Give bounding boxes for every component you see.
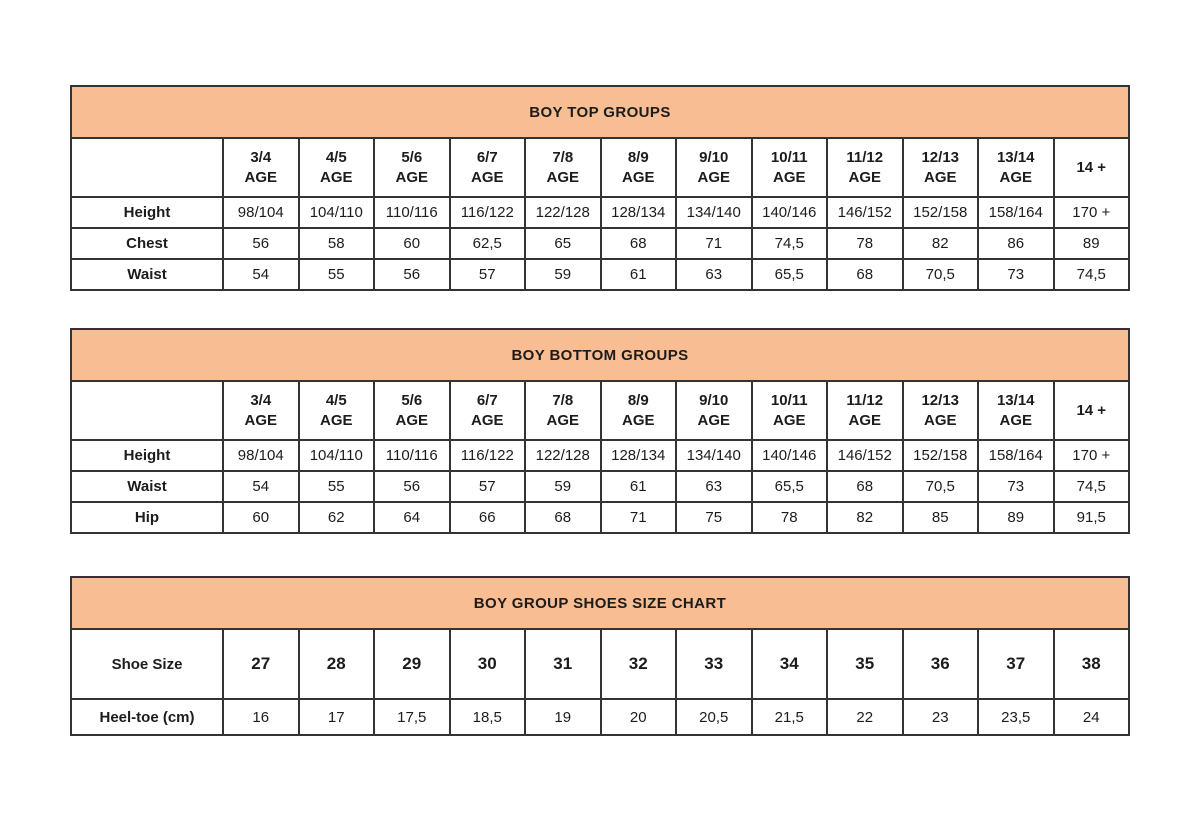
age-column-sublabel: AGE bbox=[546, 168, 579, 186]
boy-top-groups-table bbox=[70, 85, 1130, 291]
age-column-header bbox=[903, 138, 979, 197]
age-column-header bbox=[601, 138, 677, 197]
age-column-label: 13/14 bbox=[996, 392, 1035, 409]
data-cell: 146/152 bbox=[827, 197, 903, 228]
age-column-header bbox=[450, 138, 526, 197]
age-column-label: 5/6 bbox=[401, 392, 423, 409]
data-cell: 68 bbox=[827, 471, 903, 502]
age-column-sublabel: AGE bbox=[319, 168, 353, 186]
data-cell: 60 bbox=[374, 228, 450, 259]
age-column-header bbox=[1054, 138, 1130, 197]
age-column-sublabel: AGE bbox=[923, 411, 957, 429]
age-column-label: 3/4 bbox=[250, 392, 272, 409]
data-cell: 74,5 bbox=[1054, 259, 1130, 290]
age-column-sublabel: AGE bbox=[621, 168, 655, 186]
row-label: Shoe Size bbox=[71, 629, 223, 699]
age-column-label: 14 + bbox=[1076, 158, 1107, 176]
data-cell: 140/146 bbox=[752, 197, 828, 228]
age-column-sublabel: AGE bbox=[546, 411, 579, 429]
data-cell: 116/122 bbox=[450, 197, 526, 228]
age-column-header bbox=[1054, 381, 1130, 440]
data-cell: 30 bbox=[450, 629, 526, 699]
corner-cell bbox=[71, 138, 223, 197]
data-cell: 134/140 bbox=[676, 440, 752, 471]
data-cell: 146/152 bbox=[827, 440, 903, 471]
table-title: BOY GROUP SHOES SIZE CHART bbox=[71, 577, 1129, 629]
age-column-header bbox=[978, 138, 1054, 197]
data-cell: 56 bbox=[374, 471, 450, 502]
data-cell: 62 bbox=[299, 502, 375, 533]
row-label: Waist bbox=[71, 471, 223, 502]
data-cell: 34 bbox=[752, 629, 828, 699]
age-column-label: 5/6 bbox=[401, 149, 423, 166]
data-cell: 23 bbox=[903, 699, 979, 735]
data-cell: 31 bbox=[525, 629, 601, 699]
data-cell: 38 bbox=[1054, 629, 1130, 699]
data-cell: 152/158 bbox=[903, 440, 979, 471]
age-column-label: 13/14 bbox=[996, 149, 1035, 166]
age-column-sublabel: AGE bbox=[697, 168, 730, 186]
data-cell: 65,5 bbox=[752, 259, 828, 290]
age-column-header bbox=[676, 138, 752, 197]
data-cell: 110/116 bbox=[374, 197, 450, 228]
data-cell: 59 bbox=[525, 259, 601, 290]
age-column-header bbox=[299, 381, 375, 440]
data-cell: 158/164 bbox=[978, 440, 1054, 471]
data-cell: 28 bbox=[299, 629, 375, 699]
table-title: BOY TOP GROUPS bbox=[71, 86, 1129, 138]
age-column-sublabel: AGE bbox=[697, 411, 730, 429]
age-column-label: 6/7 bbox=[476, 392, 498, 409]
data-cell: 110/116 bbox=[374, 440, 450, 471]
data-cell: 89 bbox=[1054, 228, 1130, 259]
row-label: Heel-toe (cm) bbox=[71, 699, 223, 735]
data-cell: 82 bbox=[903, 228, 979, 259]
data-cell: 55 bbox=[299, 471, 375, 502]
data-cell: 152/158 bbox=[903, 197, 979, 228]
age-column-header bbox=[903, 381, 979, 440]
age-column-sublabel: AGE bbox=[244, 168, 277, 186]
data-cell: 37 bbox=[978, 629, 1054, 699]
age-column-label: 9/10 bbox=[699, 392, 729, 409]
row-label: Hip bbox=[71, 502, 223, 533]
data-cell: 74,5 bbox=[1054, 471, 1130, 502]
row-label: Chest bbox=[71, 228, 223, 259]
data-cell: 74,5 bbox=[752, 228, 828, 259]
age-column-label: 9/10 bbox=[699, 149, 729, 166]
data-cell: 18,5 bbox=[450, 699, 526, 735]
data-cell: 78 bbox=[827, 228, 903, 259]
data-cell: 57 bbox=[450, 259, 526, 290]
data-cell: 78 bbox=[752, 502, 828, 533]
age-column-label: 7/8 bbox=[552, 149, 574, 166]
data-cell: 122/128 bbox=[525, 197, 601, 228]
age-column-header bbox=[827, 381, 903, 440]
age-column-header bbox=[601, 381, 677, 440]
data-cell: 29 bbox=[374, 629, 450, 699]
row-label: Height bbox=[71, 440, 223, 471]
data-cell: 116/122 bbox=[450, 440, 526, 471]
age-column-label: 8/9 bbox=[627, 149, 649, 166]
age-column-sublabel: AGE bbox=[621, 411, 655, 429]
data-cell: 98/104 bbox=[223, 440, 299, 471]
age-column-header bbox=[299, 138, 375, 197]
data-cell: 89 bbox=[978, 502, 1054, 533]
data-cell: 104/110 bbox=[299, 197, 375, 228]
data-cell: 54 bbox=[223, 471, 299, 502]
data-cell: 36 bbox=[903, 629, 979, 699]
age-column-label: 6/7 bbox=[476, 149, 498, 166]
data-cell: 75 bbox=[676, 502, 752, 533]
boy-bottom-groups-table bbox=[70, 328, 1130, 534]
age-column-label: 10/11 bbox=[770, 149, 808, 166]
data-cell: 61 bbox=[601, 471, 677, 502]
data-cell: 22 bbox=[827, 699, 903, 735]
data-cell: 17 bbox=[299, 699, 375, 735]
data-cell: 73 bbox=[978, 471, 1054, 502]
row-label: Waist bbox=[71, 259, 223, 290]
age-column-header bbox=[374, 138, 450, 197]
age-column-header bbox=[223, 381, 299, 440]
age-column-label: 4/5 bbox=[325, 149, 347, 166]
data-cell: 68 bbox=[827, 259, 903, 290]
data-cell: 56 bbox=[374, 259, 450, 290]
data-cell: 65,5 bbox=[752, 471, 828, 502]
data-cell: 98/104 bbox=[223, 197, 299, 228]
age-column-label: 3/4 bbox=[250, 149, 272, 166]
age-column-label: 12/13 bbox=[921, 392, 960, 409]
age-column-sublabel: AGE bbox=[923, 168, 957, 186]
age-column-header bbox=[978, 381, 1054, 440]
age-column-label: 10/11 bbox=[770, 392, 808, 409]
age-column-sublabel: AGE bbox=[772, 168, 806, 186]
age-column-sublabel: AGE bbox=[848, 411, 881, 429]
age-column-sublabel: AGE bbox=[470, 411, 504, 429]
data-cell: 21,5 bbox=[752, 699, 828, 735]
age-column-label: 7/8 bbox=[552, 392, 574, 409]
data-cell: 27 bbox=[223, 629, 299, 699]
table-title: BOY BOTTOM GROUPS bbox=[71, 329, 1129, 381]
data-cell: 24 bbox=[1054, 699, 1130, 735]
data-cell: 140/146 bbox=[752, 440, 828, 471]
age-column-sublabel: AGE bbox=[999, 411, 1032, 429]
data-cell: 58 bbox=[299, 228, 375, 259]
age-column-label: 14 + bbox=[1076, 401, 1107, 419]
data-cell: 82 bbox=[827, 502, 903, 533]
data-cell: 56 bbox=[223, 228, 299, 259]
data-cell: 170 + bbox=[1054, 197, 1130, 228]
data-cell: 122/128 bbox=[525, 440, 601, 471]
age-column-header bbox=[752, 381, 828, 440]
row-label: Height bbox=[71, 197, 223, 228]
data-cell: 63 bbox=[676, 259, 752, 290]
data-cell: 86 bbox=[978, 228, 1054, 259]
age-column-sublabel: AGE bbox=[848, 168, 881, 186]
data-cell: 128/134 bbox=[601, 440, 677, 471]
data-cell: 128/134 bbox=[601, 197, 677, 228]
data-cell: 16 bbox=[223, 699, 299, 735]
age-column-header bbox=[525, 138, 601, 197]
data-cell: 68 bbox=[601, 228, 677, 259]
data-cell: 20 bbox=[601, 699, 677, 735]
age-column-sublabel: AGE bbox=[395, 168, 428, 186]
age-column-sublabel: AGE bbox=[470, 168, 504, 186]
data-cell: 19 bbox=[525, 699, 601, 735]
age-column-sublabel: AGE bbox=[772, 411, 806, 429]
data-cell: 20,5 bbox=[676, 699, 752, 735]
data-cell: 60 bbox=[223, 502, 299, 533]
data-cell: 66 bbox=[450, 502, 526, 533]
data-cell: 158/164 bbox=[978, 197, 1054, 228]
age-column-header bbox=[752, 138, 828, 197]
age-column-header bbox=[450, 381, 526, 440]
age-column-sublabel: AGE bbox=[395, 411, 428, 429]
data-cell: 73 bbox=[978, 259, 1054, 290]
data-cell: 57 bbox=[450, 471, 526, 502]
age-column-header bbox=[374, 381, 450, 440]
age-column-label: 11/12 bbox=[846, 392, 884, 409]
age-column-sublabel: AGE bbox=[999, 168, 1032, 186]
data-cell: 55 bbox=[299, 259, 375, 290]
corner-cell bbox=[71, 381, 223, 440]
data-cell: 70,5 bbox=[903, 259, 979, 290]
age-column-sublabel: AGE bbox=[319, 411, 353, 429]
age-column-header bbox=[525, 381, 601, 440]
data-cell: 54 bbox=[223, 259, 299, 290]
data-cell: 91,5 bbox=[1054, 502, 1130, 533]
data-cell: 62,5 bbox=[450, 228, 526, 259]
data-cell: 32 bbox=[601, 629, 677, 699]
data-cell: 63 bbox=[676, 471, 752, 502]
data-cell: 17,5 bbox=[374, 699, 450, 735]
data-cell: 61 bbox=[601, 259, 677, 290]
data-cell: 64 bbox=[374, 502, 450, 533]
age-column-label: 11/12 bbox=[846, 149, 884, 166]
data-cell: 71 bbox=[676, 228, 752, 259]
data-cell: 59 bbox=[525, 471, 601, 502]
data-cell: 70,5 bbox=[903, 471, 979, 502]
data-cell: 170 + bbox=[1054, 440, 1130, 471]
data-cell: 23,5 bbox=[978, 699, 1054, 735]
boy-shoes-size-chart-table bbox=[70, 576, 1130, 736]
age-column-header bbox=[827, 138, 903, 197]
data-cell: 85 bbox=[903, 502, 979, 533]
age-column-label: 8/9 bbox=[627, 392, 649, 409]
age-column-label: 12/13 bbox=[921, 149, 960, 166]
data-cell: 71 bbox=[601, 502, 677, 533]
age-column-header bbox=[223, 138, 299, 197]
data-cell: 68 bbox=[525, 502, 601, 533]
data-cell: 33 bbox=[676, 629, 752, 699]
data-cell: 134/140 bbox=[676, 197, 752, 228]
data-cell: 35 bbox=[827, 629, 903, 699]
age-column-label: 4/5 bbox=[325, 392, 347, 409]
age-column-sublabel: AGE bbox=[244, 411, 277, 429]
age-column-header bbox=[676, 381, 752, 440]
data-cell: 65 bbox=[525, 228, 601, 259]
data-cell: 104/110 bbox=[299, 440, 375, 471]
